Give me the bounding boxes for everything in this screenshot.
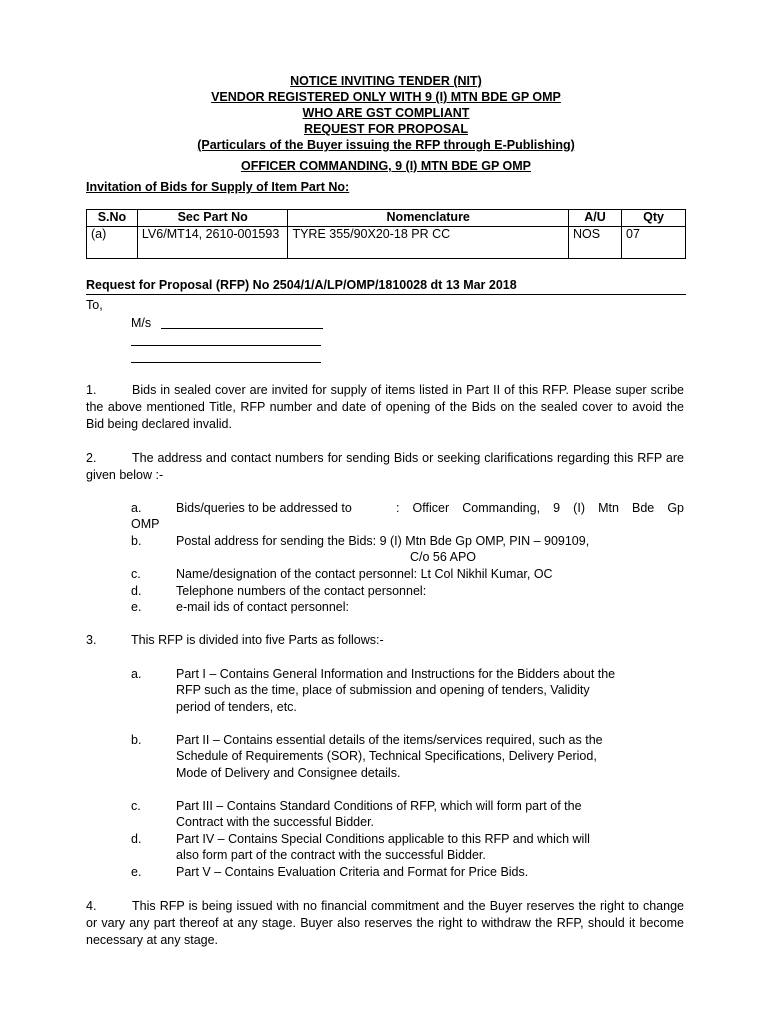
vendor-address-line-1 bbox=[131, 345, 321, 346]
para3-item-b-label: b. bbox=[131, 733, 142, 747]
para4-text: This RFP is being issued with no financial commitment and the Buyer reserves the right to change or vary any part thereof at any stage. Buyer also reserves the right to withdraw the RFP, should it become necessary at any stage. bbox=[86, 899, 684, 947]
para2-item-d-label: d. bbox=[131, 584, 142, 598]
header-line-particulars: (Particulars of the Buyer issuing the RFP through E-Publishing) bbox=[197, 138, 575, 152]
header-line-officer: OFFICER COMMANDING, 9 (I) MTN BDE GP OMP bbox=[240, 159, 532, 173]
para2-item-a-cont: OMP bbox=[131, 517, 160, 531]
header-line-nit: NOTICE INVITING TENDER (NIT) bbox=[290, 74, 482, 88]
para3-item-a-line3: period of tenders, etc. bbox=[176, 700, 297, 714]
para3-item-a-label: a. bbox=[131, 667, 142, 681]
para3-item-c-line1: Part III – Contains Standard Conditions of RFP, which will form part of the bbox=[176, 799, 582, 813]
ms-label: M/s bbox=[131, 316, 152, 330]
para3-item-e-label: e. bbox=[131, 865, 142, 879]
vendor-name-line bbox=[161, 328, 323, 329]
header-line-rfp: REQUEST FOR PROPOSAL bbox=[304, 122, 468, 136]
para2-number: 2. bbox=[86, 451, 97, 465]
para3-item-a-line1: Part I – Contains General Information and Instructions for the Bidders about the bbox=[176, 667, 616, 681]
cell-nomenclature: TYRE 355/90X20-18 PR CC bbox=[288, 227, 569, 259]
para3-text: This RFP is divided into five Parts as follows:- bbox=[131, 633, 384, 647]
cell-au: NOS bbox=[568, 227, 621, 259]
to-label: To, bbox=[86, 298, 103, 312]
para3-item-b-line1: Part II – Contains essential details of the items/services required, such as the bbox=[176, 733, 603, 747]
para1-number: 1. bbox=[86, 383, 97, 397]
rfp-title: Request for Proposal (RFP) No 2504/1/A/LP/OMP/1810028 dt 13 Mar 2018 bbox=[86, 277, 686, 295]
col-sno: S.No bbox=[87, 210, 138, 227]
para3-item-d-line2: also form part of the contract with the successful Bidder. bbox=[176, 848, 486, 862]
para3-number: 3. bbox=[86, 633, 97, 647]
para3-item-a-line2: RFP such as the time, place of submission and opening of tenders, Validity bbox=[176, 683, 590, 697]
para3-item-d-label: d. bbox=[131, 832, 142, 846]
table-row bbox=[87, 227, 686, 259]
cell-sno: (a) bbox=[87, 227, 138, 259]
table-header-row bbox=[87, 210, 686, 227]
para3-item-d-line1: Part IV – Contains Special Conditions applicable to this RFP and which will bbox=[176, 832, 590, 846]
para2-item-b-label: b. bbox=[131, 534, 142, 548]
para3-item-c-label: c. bbox=[131, 799, 141, 813]
header-line-vendor: VENDOR REGISTERED ONLY WITH 9 (I) MTN BDE GP OMP bbox=[211, 90, 561, 104]
vendor-address-line-2 bbox=[131, 362, 321, 363]
col-qty: Qty bbox=[622, 210, 686, 227]
para2-item-d-text: Telephone numbers of the contact personnel: bbox=[176, 584, 427, 598]
para2-item-a-label: a. bbox=[131, 501, 142, 515]
para2-item-c-label: c. bbox=[131, 567, 141, 581]
para2-item-e-label: e. bbox=[131, 600, 142, 614]
para2-item-c-text: Name/designation of the contact personnel: Lt Col Nikhil Kumar, OC bbox=[176, 567, 553, 581]
cell-sec-part-no: LV6/MT14, 2610-001593 bbox=[137, 227, 288, 259]
invitation-heading: Invitation of Bids for Supply of Item Part No: bbox=[86, 180, 350, 194]
col-au: A/U bbox=[568, 210, 621, 227]
para2-item-b-cont: C/o 56 APO bbox=[410, 550, 477, 564]
cell-qty: 07 bbox=[622, 227, 686, 259]
para2-item-a-value: : Officer Commanding, 9 (I) Mtn Bde Gp bbox=[396, 501, 684, 515]
col-nomenclature: Nomenclature bbox=[288, 210, 569, 227]
para3-item-b-line3: Mode of Delivery and Consignee details. bbox=[176, 766, 401, 780]
items-table bbox=[86, 209, 686, 259]
header-line-gst: WHO ARE GST COMPLIANT bbox=[302, 106, 470, 120]
para2-item-a-text: Bids/queries to be addressed to bbox=[176, 501, 352, 515]
para2-item-b-text: Postal address for sending the Bids: 9 (I) Mtn Bde Gp OMP, PIN – 909109, bbox=[176, 534, 590, 548]
para2-item-e-text: e-mail ids of contact personnel: bbox=[176, 600, 350, 614]
col-sec-part-no: Sec Part No bbox=[137, 210, 288, 227]
para4-number: 4. bbox=[86, 899, 97, 913]
para3-item-e-line1: Part V – Contains Evaluation Criteria and Format for Price Bids. bbox=[176, 865, 529, 879]
para3-item-c-line2: Contract with the successful Bidder. bbox=[176, 815, 375, 829]
para1-text: Bids in sealed cover are invited for supply of items listed in Part II of this RFP. Please super scribe the above mentioned Title, RFP number and date of opening of the Bids on the sealed cover to avoid the Bid being declared invalid. bbox=[86, 383, 684, 431]
para2-text: The address and contact numbers for sending Bids or seeking clarifications regarding this RFP are given below :- bbox=[86, 451, 684, 482]
para3-item-b-line2: Schedule of Requirements (SOR), Technical Specifications, Delivery Period, bbox=[176, 749, 597, 763]
